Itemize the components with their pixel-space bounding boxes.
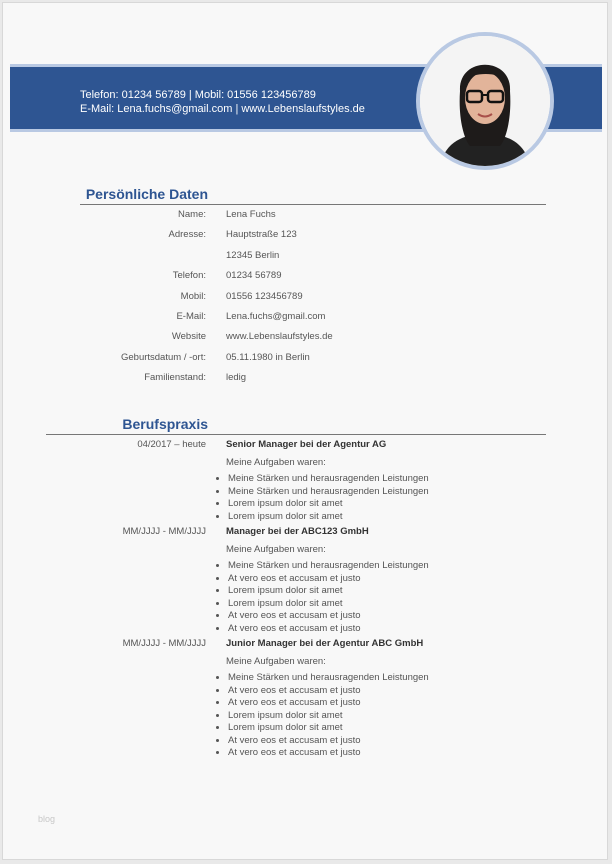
header-contact-phone: Telefon: 01234 56789 | Mobil: 01556 123456789 [80,89,316,101]
job-task-item: • At vero eos et accusam et justo [228,697,429,710]
personal-value: 01556 123456789 [226,290,303,302]
personal-label: Familienstand: [144,372,206,384]
job-intro: Meine Aufgaben waren: [226,457,326,468]
header-contact [80,88,365,116]
personal-value: 05.11.1980 in Berlin [226,351,310,363]
header-contact-email: E-Mail: Lena.fuchs@gmail.com | www.Lebenslaufstyles.de [80,103,365,115]
portrait-image [420,36,550,166]
section-title-experience: Berufspraxis [122,416,208,432]
personal-label: Mobil: [180,290,206,302]
job-task-item: • At vero eos et accusam et justo [228,610,429,623]
personal-label: Geburtsdatum / -ort: [120,351,206,363]
section-divider-personal [80,204,546,205]
section-divider-experience [46,434,546,435]
job-period: MM/JJJJ - MM/JJJJ [122,638,206,649]
personal-label: Adresse: [168,229,206,241]
job-intro: Meine Aufgaben waren: [226,544,326,555]
job-task-item: • Lorem ipsum dolor sit amet [228,585,429,598]
job-task-item: • Lorem ipsum dolor sit amet [228,598,429,611]
profile-photo [416,32,554,170]
job-title: Manager bei der ABC123 GmbH [226,526,369,537]
job-task-list [216,473,429,523]
personal-label: Name: [178,209,206,220]
job-task-item: • Lorem ipsum dolor sit amet [228,710,429,723]
job-task-list [216,560,429,635]
personal-value: www.Lebenslaufstyles.de [226,331,333,343]
job-task-item: • At vero eos et accusam et justo [228,623,429,636]
job-task-item: • At vero eos et accusam et justo [228,573,429,586]
job-task-list [216,672,429,760]
personal-value: 01234 56789 [226,270,282,282]
job-period: 04/2017 – heute [137,439,206,450]
job-task-item: • At vero eos et accusam et justo [228,747,429,760]
job-title: Junior Manager bei der Agentur ABC GmbH [226,638,424,649]
job-task-item: • Meine Stärken und herausragenden Leistungen [228,560,429,573]
job-task-item: • At vero eos et accusam et justo [228,735,429,748]
personal-label: Website [171,331,206,343]
watermark: blog [38,814,56,824]
personal-value: Lena.fuchs@gmail.com [226,311,326,322]
job-task-item: • Meine Stärken und herausragenden Leistungen [228,672,429,685]
section-title-personal: Persönliche Daten [85,186,208,202]
personal-label: Telefon: [172,270,206,282]
personal-value: 12345 Berlin [226,249,280,261]
job-intro: Meine Aufgaben waren: [226,656,326,667]
job-task-item: • Meine Stärken und herausragenden Leistungen [228,486,429,499]
job-task-item: • Lorem ipsum dolor sit amet [228,511,429,524]
personal-value: Lena Fuchs [226,209,276,220]
personal-value: ledig [226,372,247,384]
job-task-item: • Lorem ipsum dolor sit amet [228,498,429,511]
job-task-item: • At vero eos et accusam et justo [228,685,429,698]
job-task-item: • Meine Stärken und herausragenden Leistungen [228,473,429,486]
job-task-item: • Lorem ipsum dolor sit amet [228,722,429,735]
job-title: Senior Manager bei der Agentur AG [226,439,387,450]
personal-value: Hauptstraße 123 [226,229,297,241]
personal-label: E-Mail: [176,311,206,322]
job-period: MM/JJJJ - MM/JJJJ [122,526,206,537]
